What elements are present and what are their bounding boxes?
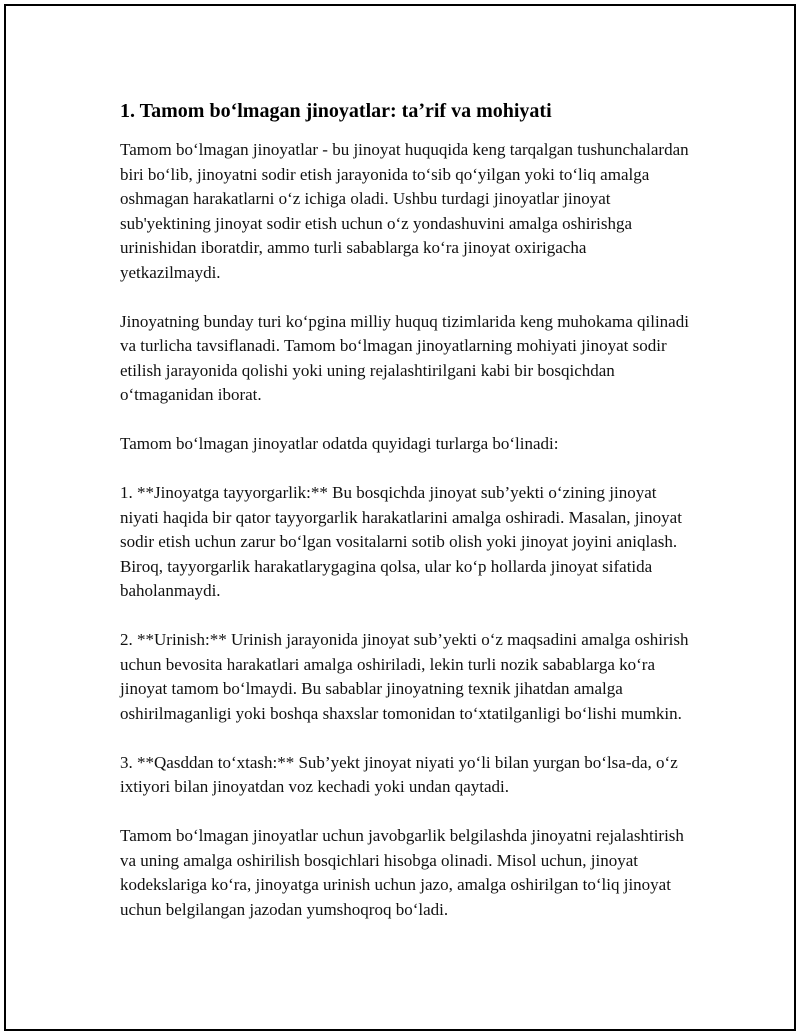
- document-body: [120, 98, 690, 922]
- paragraph-essence: Jinoyatning bunday turi koʻpgina milliy huquq tizimlarida keng muhokama qilinadi va turlicha tavsiflanadi. Tamom boʻlmagan jinoyatlarning mohiyati jinoyat sodir etilish jarayonida qolishi yoki uning rejalashtirilgani kabi bir bosqichdan oʻtmaganidan iborat.: [120, 311, 689, 404]
- paragraph-types-intro: Tamom boʻlmagan jinoyatlar odatda quyidagi turlarga boʻlinadi:: [120, 434, 559, 453]
- paragraph-definition: Tamom boʻlmagan jinoyatlar - bu jinoyat huquqida keng tarqalgan tushunchalardan biri boʻlib, jinoyatni sodir etish jarayonida toʻsib qoʻyilgan yoki toʻliq amalga oshmagan harakatlarni oʻz ichiga oladi. Ushbu turdagi jinoyatlar jinoyat sub'yektining jinoyat sodir etish uchun oʻz yondashuvini amalga oshirishga urinishidan iboratdir, ammo turli sabablarga koʻra jinoyat oxirigacha yetkazilmaydi.: [120, 140, 689, 282]
- document-page: [4, 4, 796, 1031]
- list-item-preparation: 1. **Jinoyatga tayyorgarlik:** Bu bosqichda jinoyat sub’yekti oʻzining jinoyat niyati haqida bir qator tayyorgarlik harakatlarini amalga oshiradi. Masalan, jinoyat sodir etish uchun zarur boʻlgan vositalarni sotib olish yoki jinoyat joyini aniqlash. Biroq, tayyorgarlik harakatlarygagina qolsa, ular koʻp hollarda jinoyat sifatida baholanmaydi.: [120, 483, 682, 600]
- list-item-voluntary-renunciation: 3. **Qasddan toʻxtash:** Sub’yekt jinoyat niyati yoʻli bilan yurgan boʻlsa-da, oʻz ixtiyori bilan jinoyatdan voz kechadi yoki undan qaytadi.: [120, 752, 678, 796]
- list-item-attempt: 2. **Urinish:** Urinish jarayonida jinoyat sub’yekti oʻz maqsadini amalga oshirish uchun bevosita harakatlari amalga oshiriladi, lekin turli nozik sabablarga koʻra jinoyat tamom boʻlmaydi. Bu sabablar jinoyatning texnik jihatdan amalga oshirilmaganligi yoki boshqa shaxslar tomonidan toʻxtatilganligi boʻlishi mumkin.: [120, 630, 689, 723]
- paragraph-liability: Tamom boʻlmagan jinoyatlar uchun javobgarlik belgilashda jinoyatni rejalashtirish va uning amalga oshirilish bosqichlari hisobga olinadi. Misol uchun, jinoyat kodekslariga koʻra, jinoyatga urinish uchun jazo, amalga oshirilgan toʻliq jinoyat uchun belgilangan jazodan yumshoqroq boʻladi.: [120, 826, 684, 919]
- section-heading: 1. Tamom boʻlmagan jinoyatlar: taʼrif va mohiyati: [120, 100, 552, 122]
